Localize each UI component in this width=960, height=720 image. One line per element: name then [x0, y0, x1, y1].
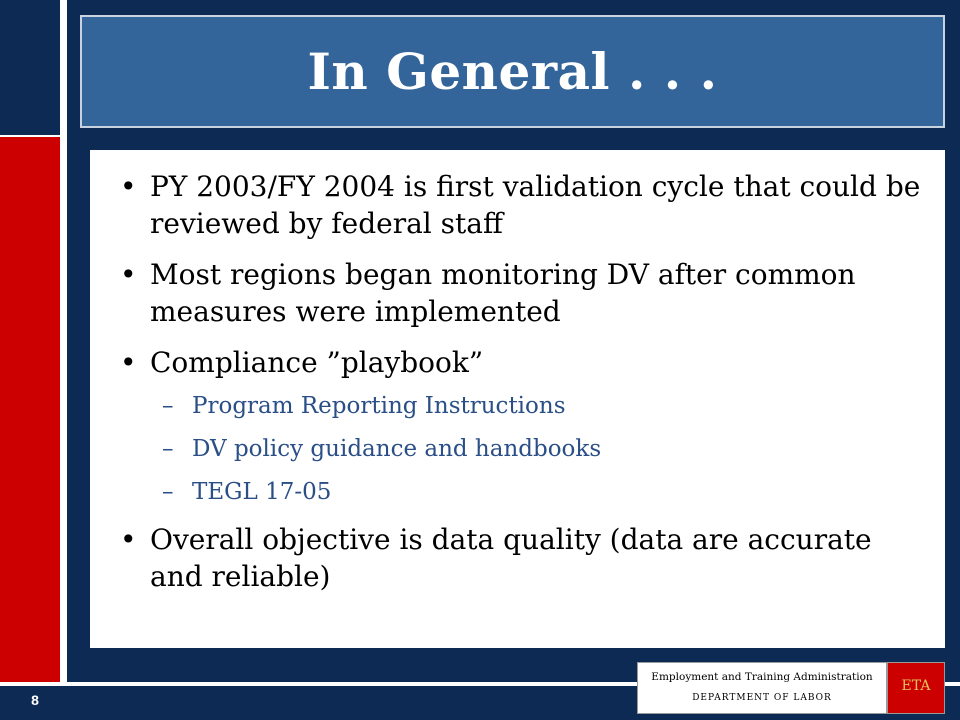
bullet-item	[118, 256, 923, 330]
eta-badge-label: ETA	[901, 678, 931, 694]
bullet-item	[118, 344, 923, 507]
sub-bullet-item	[150, 391, 923, 421]
sub-bullet-item	[150, 477, 923, 507]
sub-bullet-text: DV policy guidance and handbooks	[192, 436, 602, 462]
vertical-divider-line	[60, 0, 67, 720]
bullet-list	[118, 168, 923, 609]
bullet-text: Compliance ”playbook”	[150, 346, 484, 379]
page-number: 8	[31, 692, 39, 708]
eta-badge	[887, 662, 945, 714]
bullet-dot: •	[120, 523, 137, 556]
sub-bullet-dash: –	[162, 393, 174, 419]
sub-bullet-list	[150, 391, 923, 507]
footer-org-name: Employment and Training Administration	[651, 671, 873, 683]
bullet-text: Most regions began monitoring DV after common measures were implemented	[150, 258, 856, 328]
left-red-panel	[0, 137, 60, 682]
bullet-item	[118, 521, 923, 595]
left-navy-panel	[0, 0, 60, 135]
footer-organization-box	[637, 662, 887, 714]
bullet-text: Overall objective is data quality (data are accurate and reliable)	[150, 523, 872, 593]
sub-bullet-dash: –	[162, 479, 174, 505]
left-divider-line	[0, 135, 67, 137]
title-banner	[80, 15, 945, 128]
sub-bullet-item	[150, 434, 923, 464]
sub-bullet-dash: –	[162, 436, 174, 462]
bullet-item	[118, 168, 923, 242]
slide-title: In General . . .	[307, 42, 718, 101]
content-panel	[90, 150, 945, 648]
bullet-dot: •	[120, 170, 137, 203]
bullet-dot: •	[120, 258, 137, 291]
sub-bullet-text: Program Reporting Instructions	[192, 393, 566, 419]
footer-department: DEPARTMENT OF LABOR	[692, 693, 832, 703]
sub-bullet-text: TEGL 17-05	[192, 479, 332, 505]
bullet-text: PY 2003/FY 2004 is first validation cycle that could be reviewed by federal staff	[150, 170, 921, 240]
bullet-dot: •	[120, 346, 137, 379]
